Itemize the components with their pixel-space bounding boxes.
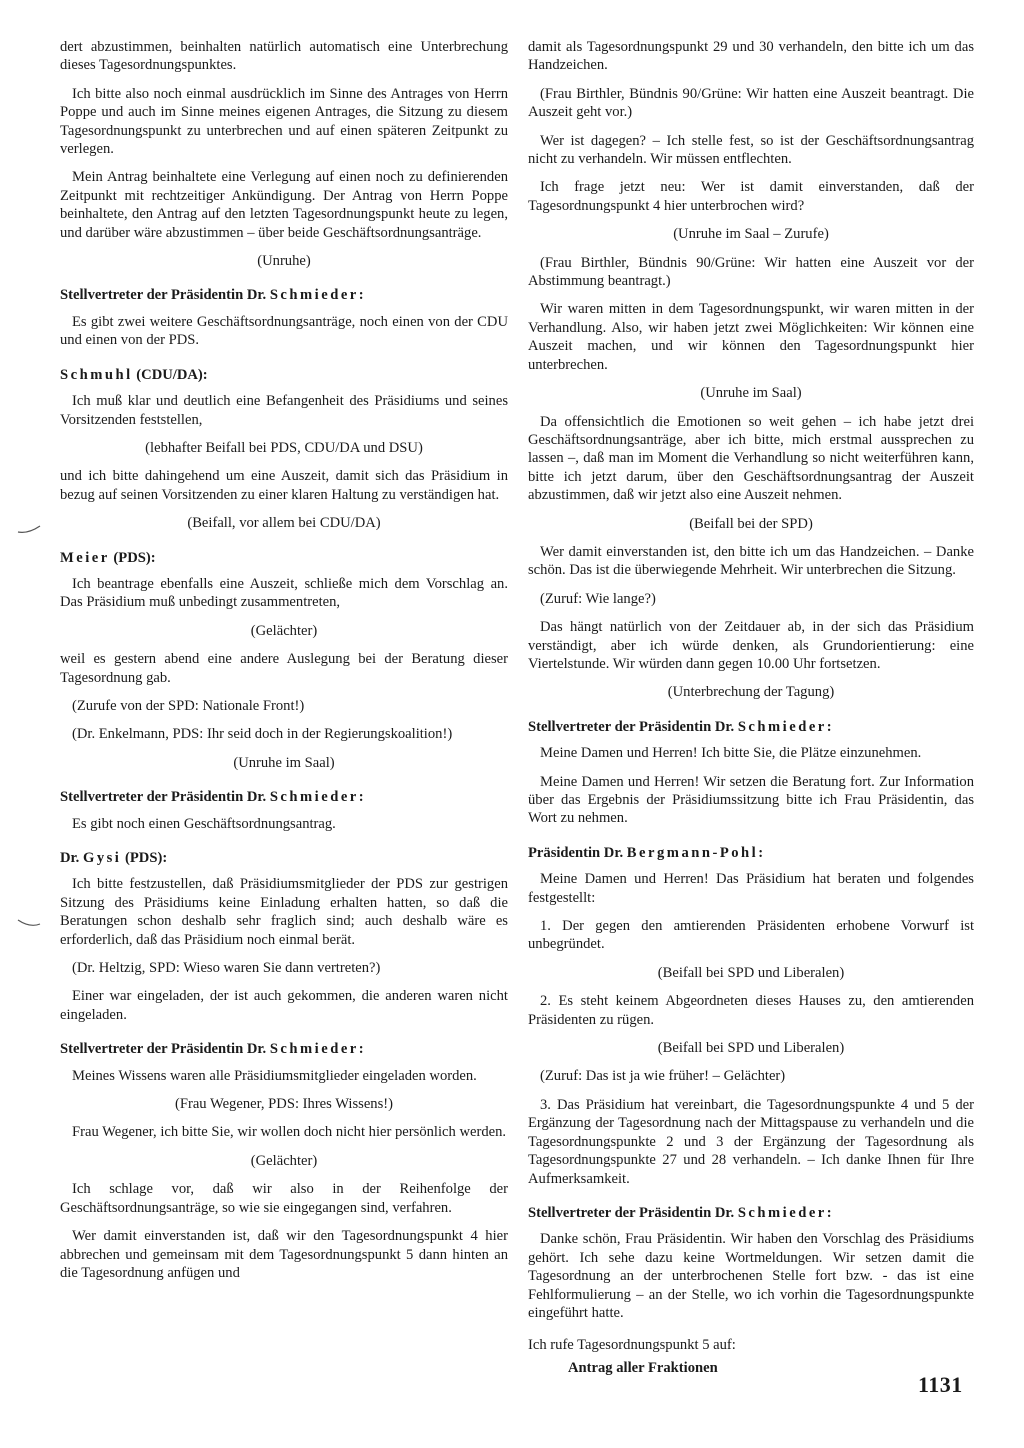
paragraph: Ich bitte also noch einmal ausdrücklich im Sinne des Antrages von Herrn Poppe und auch im Sinne meines eigenen Antrages, die Sitzung zu diesem Tagesordnungspunkt zu unterbrechen und auf einen späteren Zeitpunkt zu verlegen. bbox=[60, 85, 508, 158]
margin-mark bbox=[16, 916, 42, 930]
paragraph: Ich schlage vor, daß wir also in der Reihenfolge der Geschäftsordnungsanträge, so wie sie eingegangen sind, verfahren. bbox=[60, 1181, 508, 1216]
speaker-heading bbox=[60, 849, 508, 867]
agenda-title: Antrag aller Fraktionen bbox=[568, 1359, 718, 1376]
paragraph: 2. Es steht keinem Abgeordneten dieses Hauses zu, den amtierenden Präsidenten zu rügen. bbox=[528, 993, 974, 1028]
speaker-name: Schmieder bbox=[737, 1204, 827, 1221]
paragraph: Wer ist dagegen? – Ich stelle fest, so ist der Geschäftsordnungsantrag nicht zu verhandeln. Wir müssen entflechten. bbox=[528, 132, 974, 168]
paragraph: dert abzustimmen, beinhalten natürlich automatisch eine Unterbrechung dieses Tagesordnungspunktes. bbox=[60, 39, 508, 74]
interjection: (Unruhe im Saal) bbox=[700, 385, 802, 402]
speaker-prefix: Stellvertreter der Präsidentin Dr. bbox=[60, 1041, 270, 1058]
paragraph: weil es gestern abend eine andere Auslegung bei der Beratung dieser Tagesordnung gab. bbox=[60, 651, 508, 686]
speaker-heading bbox=[60, 366, 508, 384]
speaker-prefix: Stellvertreter der Präsidentin Dr. bbox=[60, 287, 270, 304]
agenda-call: Ich rufe Tagesordnungspunkt 5 auf: bbox=[528, 1337, 736, 1354]
paragraph: Da offensichtlich die Emotionen so weit gehen – ich habe jetzt drei Geschäftsordnungsanträge, aber ich bitte, mich erstmal aussprechen zu lassen –, daß man im Moment die Verhandlung so nicht weiterführen kann, bitte ich jetzt darum, über den Geschäftsordnungsantrag der Auszeit abzustimmen, daß wir jetzt also eine Auszeit nehmen. bbox=[528, 413, 974, 504]
right-column bbox=[528, 38, 974, 1377]
interjection: (Beifall bei SPD und Liberalen) bbox=[657, 1040, 845, 1057]
speaker-prefix: Stellvertreter der Präsidentin Dr. bbox=[528, 718, 738, 735]
paragraph: Meine Damen und Herren! Ich bitte Sie, die Plätze einzunehmen. bbox=[540, 745, 922, 762]
speaker-suffix: : bbox=[358, 287, 364, 304]
paragraph: Meine Damen und Herren! Wir setzen die Beratung fort. Zur Information über das Ergebnis der Präsidiumssitzung bitte ich Frau Präsidentin, das Wort zu nehmen. bbox=[528, 773, 974, 827]
paragraph: Einer war eingeladen, der ist auch gekommen, die anderen waren nicht eingeladen. bbox=[60, 988, 508, 1023]
paragraph: Es gibt zwei weitere Geschäftsordnungsanträge, noch einen von der CDU und einen von der PDS. bbox=[60, 313, 508, 349]
speaker-heading bbox=[60, 286, 508, 304]
paragraph: 1. Der gegen den amtierenden Präsidenten erhobene Vorwurf ist unbegründet. bbox=[528, 918, 974, 953]
paragraph: Wer damit einverstanden ist, den bitte ich um das Handzeichen. – Danke schön. Das ist die überwiegende Mehrheit. Wir unterbrechen die Sitzung. bbox=[528, 543, 974, 579]
speaker-suffix: : bbox=[826, 1204, 832, 1221]
paragraph: (Zuruf: Das ist ja wie früher! – Gelächter) bbox=[540, 1068, 786, 1085]
speaker-suffix: (PDS): bbox=[109, 549, 156, 566]
speaker-name: Meier bbox=[60, 549, 110, 566]
paragraph: Wir waren mitten in dem Tagesordnungspunkt, wir waren mitten in der Verhandlung. Also, wir haben jetzt zwei Möglichkeiten: Wir können eine Auszeit machen, und wir können den Tagesordnungspunkt hier unterbrechen. bbox=[528, 301, 974, 373]
interjection: (lebhafter Beifall bei PDS, CDU/DA und DSU) bbox=[145, 439, 423, 456]
speaker-heading bbox=[60, 788, 508, 806]
speaker-suffix: (PDS): bbox=[121, 850, 168, 866]
paragraph: Ich beantrage ebenfalls eine Auszeit, schließe mich dem Vorschlag an. Das Präsidium muß unbedingt zusammentreten, bbox=[60, 575, 508, 611]
paragraph: Meines Wissens waren alle Präsidiumsmitglieder eingeladen worden. bbox=[72, 1067, 477, 1084]
interjection: (Gelächter) bbox=[250, 622, 318, 639]
paragraph: Ich bitte festzustellen, daß Präsidiumsmitglieder der PDS zur gestrigen Sitzung des Präsidiums keine Einladung erhalten hatten, so daß die Beratungen schon deshalb sehr fraglich sind; auch deshalb wäre es erforderlich, daß das Präsidium noch einmal berät. bbox=[60, 876, 508, 948]
paragraph: Wer damit einverstanden ist, daß wir den Tagesordnungspunkt 4 hier abbrechen und gemeinsam mit dem Tagesordnungspunkt 5 dann hinten an die Tagesordnung anfügen und bbox=[60, 1228, 508, 1281]
speaker-name: Bergmann-Pohl bbox=[626, 844, 759, 861]
paragraph: (Zurufe von der SPD: Nationale Front!) bbox=[72, 697, 305, 714]
speaker-heading bbox=[60, 549, 508, 567]
paragraph: (Zuruf: Wie lange?) bbox=[540, 590, 656, 607]
paragraph: Danke schön, Frau Präsidentin. Wir haben den Vorschlag des Präsidiums gehört. Ich sehe dazu keine Wortmeldungen. Wir setzen damit die Tagesordnung an der unterbrochenen Stelle fort bzw. - das ist eine Fehlformulierung – an der Stelle, wo ich vorhin die Tagesordnungspunkte eingeführt hatte. bbox=[528, 1231, 974, 1321]
paragraph: damit als Tagesordnungspunkt 29 und 30 verhandeln, den bitte ich um das Handzeichen. bbox=[528, 39, 974, 74]
paragraph: Meine Damen und Herren! Das Präsidium hat beraten und folgendes festgestellt: bbox=[528, 871, 974, 906]
interjection: (Unterbrechung der Tagung) bbox=[667, 684, 835, 701]
speaker-heading bbox=[528, 844, 974, 862]
paragraph: (Dr. Heltzig, SPD: Wieso waren Sie dann vertreten?) bbox=[72, 960, 381, 977]
paragraph: Es gibt noch einen Geschäftsordnungsantrag. bbox=[72, 815, 336, 832]
speaker-heading bbox=[528, 718, 974, 736]
speaker-prefix: Präsidentin Dr. bbox=[528, 844, 627, 861]
speaker-suffix: : bbox=[758, 844, 764, 861]
paragraph: Das hängt natürlich von der Zeitdauer ab, in der sich das Präsidium verständigt, aber ich würde denken, als Grundorientierung: eine Viertelstunde. Wir würden dann gegen 10.00 Uhr fortsetzen. bbox=[528, 619, 974, 672]
speaker-suffix: : bbox=[826, 718, 832, 735]
speaker-name: Schmieder bbox=[269, 789, 359, 806]
speaker-name: Gysi bbox=[82, 850, 122, 866]
speaker-name: Schmieder bbox=[737, 718, 827, 735]
interjection: (Beifall bei SPD und Liberalen) bbox=[657, 964, 845, 981]
paragraph: 3. Das Präsidium hat vereinbart, die Tagesordnungspunkte 4 und 5 der Ergänzung der Tagesordnung nach der Mittagspause zu verhandeln und die Tagesordnungspunkte 2 und 3 der Ergänzung der Tagesordnung als Tagesordnungspunkte 27 und 28 verhandeln. – Ich danke Ihnen für Ihre Aufmerksamkeit. bbox=[528, 1096, 974, 1187]
page-number: 1131 bbox=[918, 1372, 963, 1397]
speaker-prefix: Stellvertreter der Präsidentin Dr. bbox=[60, 789, 270, 806]
paragraph: Ich frage jetzt neu: Wer ist damit einverstanden, daß der Tagesordnungspunkt 4 hier unterbrochen wird? bbox=[528, 179, 974, 214]
speaker-name: Schmuhl bbox=[60, 366, 133, 383]
speaker-suffix: : bbox=[358, 1041, 364, 1058]
paragraph: (Dr. Enkelmann, PDS: Ihr seid doch in der Regierungskoalition!) bbox=[72, 726, 453, 743]
paragraph: Mein Antrag beinhaltete eine Verlegung auf einen noch zu definierenden Zeitpunkt mit rechtzeitiger Ankündigung. Der Antrag von Herrn Poppe beinhaltete, den Antrag auf den letzten Tagesordnungspunkt heute zu legen, und darüber wäre abzustimmen – über beide Geschäftsordnungsanträge. bbox=[60, 169, 508, 241]
speaker-name: Schmieder bbox=[269, 287, 359, 304]
left-column bbox=[60, 38, 508, 1292]
paragraph: Ich muß klar und deutlich eine Befangenheit des Präsidiums und seines Vorsitzenden feststellen, bbox=[60, 393, 508, 428]
speaker-heading bbox=[60, 1040, 508, 1058]
interjection: (Gelächter) bbox=[250, 1152, 318, 1169]
interjection: (Unruhe) bbox=[257, 253, 311, 270]
margin-mark bbox=[16, 522, 42, 536]
paragraph: und ich bitte dahingehend um eine Auszeit, damit sich das Präsidium in bezug auf seinen Vorsitzenden zu einer klaren Haltung zu verständigen hat. bbox=[60, 468, 508, 503]
paragraph: Frau Wegener, ich bitte Sie, wir wollen doch nicht hier persönlich werden. bbox=[72, 1124, 507, 1141]
interjection: (Beifall, vor allem bei CDU/DA) bbox=[187, 515, 381, 532]
speaker-name: Schmieder bbox=[269, 1041, 359, 1058]
interjection: (Beifall bei der SPD) bbox=[689, 515, 813, 532]
interjection: (Unruhe im Saal) bbox=[233, 754, 335, 771]
speaker-suffix: : bbox=[358, 789, 364, 806]
speaker-suffix: (CDU/DA): bbox=[132, 366, 208, 383]
paragraph: (Frau Birthler, Bündnis 90/Grüne: Wir hatten eine Auszeit vor der Abstimmung beantragt.) bbox=[528, 254, 974, 290]
speaker-prefix: Dr. bbox=[60, 850, 83, 866]
speaker-heading bbox=[528, 1204, 974, 1222]
interjection: (Frau Wegener, PDS: Ihres Wissens!) bbox=[174, 1096, 393, 1113]
speaker-prefix: Stellvertreter der Präsidentin Dr. bbox=[528, 1204, 738, 1221]
paragraph: (Frau Birthler, Bündnis 90/Grüne: Wir hatten eine Auszeit beantragt. Die Auszeit geht vor.) bbox=[528, 85, 974, 121]
interjection: (Unruhe im Saal – Zurufe) bbox=[673, 226, 829, 243]
